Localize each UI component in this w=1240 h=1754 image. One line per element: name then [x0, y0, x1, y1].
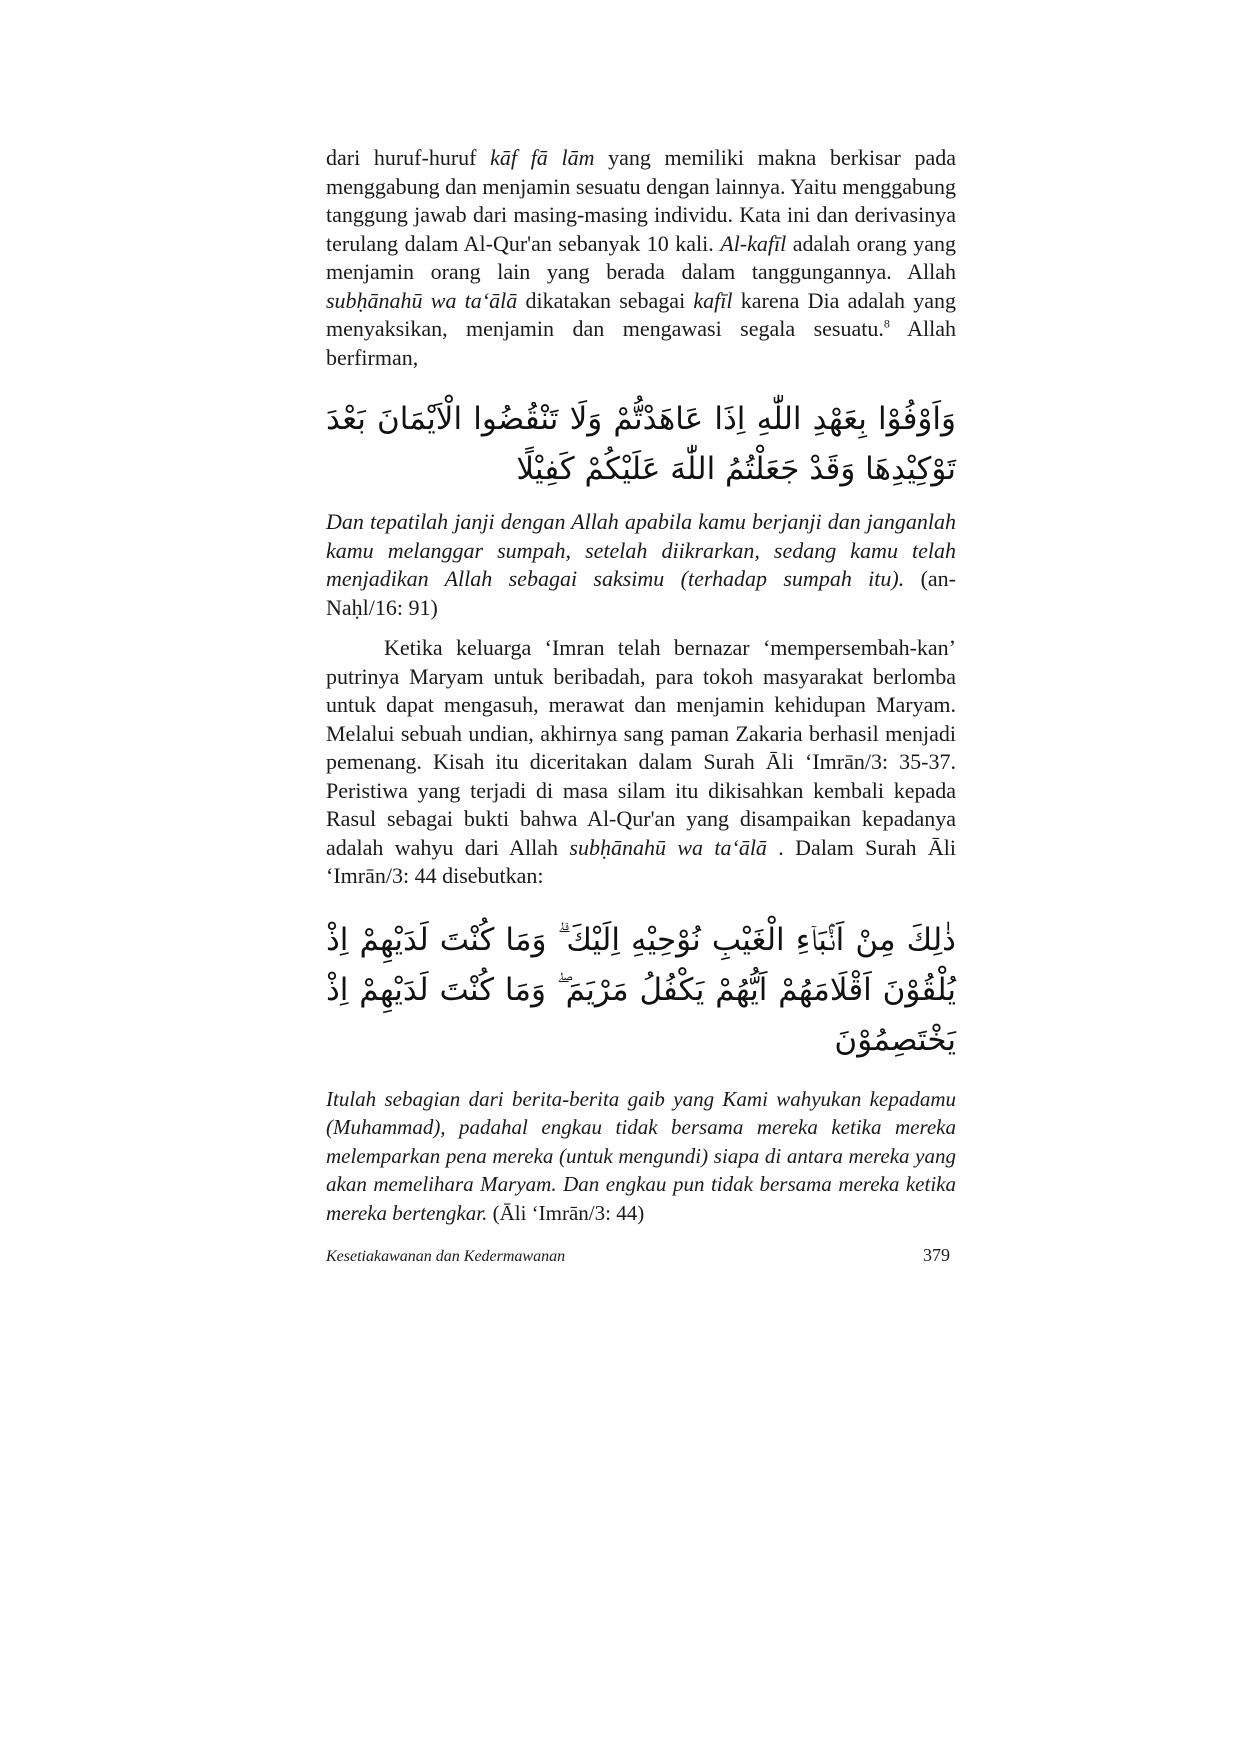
- verse-reference: (an-Naḥl/16: 91): [326, 566, 956, 620]
- text-span: . Dalam Surah Āli ‘Imrān/3: 44 disebutkan:: [326, 834, 956, 888]
- text-span: Ketika keluarga ‘Imran telah bernazar ‘mempersembah-kan’ putrinya Maryam untuk beribadah, para tokoh masyarakat berlomba untuk dapat mengasuh, merawat dan menjamin kehidupan Maryam. Melalui sebuah undian, akhirnya sang paman Zakaria berhasil menjadi pemenang. Kisah itu diceritakan dalam Surah Āli ‘Imrān/3: 35-37. Peristiwa yang terjadi di masa silam itu dikisahkan kembali kepada Rasul sebagai bukti bahwa Al-Qur'an yang disampaikan kepadanya adalah wahyu dari Allah: [326, 635, 956, 860]
- page-number: 379: [923, 1245, 950, 1265]
- body-paragraph: [326, 634, 956, 891]
- quran-verse-arabic: وَاَوْفُوْا بِعَهْدِ اللّٰهِ اِذَا عَاهَدْتُّمْ وَلَا تَنْقُضُوا الْاَيْمَانَ بَعْدَ تَوْكِيْدِهَا وَقَدْ جَعَلْتُمُ اللّٰهَ عَلَيْكُمْ كَفِيْلًا: [326, 401, 956, 487]
- translation-text: Itulah sebagian dari berita-berita gaib yang Kami wahyukan kepadamu (Muhammad), padahal engkau tidak bersama mereka ketika mereka melemparkan pena mereka (untuk mengundi) siapa di antara mereka yang akan memelihara Maryam. Dan engkau pun tidak bersama mereka ketika mereka bertengkar.: [326, 1086, 956, 1225]
- verse-translation: [326, 1085, 956, 1228]
- quran-verse-arabic: ذٰلِكَ مِنْ اَنْۢبَاۤءِ الْغَيْبِ نُوْحِيْهِ اِلَيْكَ ۗ وَمَا كُنْتَ لَدَيْهِمْ اِذْ يُلْقُوْنَ اَقْلَامَهُمْ اَيُّهُمْ يَكْفُلُ مَرْيَمَ ۖ وَمَا كُنْتَ لَدَيْهِمْ اِذْ يَخْتَصِمُوْنَ: [326, 921, 956, 1058]
- footnote-marker: 8: [883, 316, 890, 331]
- translation-text: Dan tepatilah janji dengan Allah apabila kamu berjanji dan janganlah kamu melanggar sumpah, setelah diikrarkan, sedang kamu telah menjadikan Allah sebagai saksimu (terhadap sumpah itu).: [326, 509, 956, 591]
- text-span: dari huruf-huruf: [326, 145, 491, 170]
- verse-reference: (Āli ‘Imrān/3: 44): [487, 1200, 645, 1225]
- transliteration: kāf fā lām: [490, 145, 595, 170]
- page-footer: [326, 1245, 950, 1266]
- text-span: yang memiliki makna berkisar pada menggabung dan menjamin sesuatu dengan lainnya. Yaitu menggabung tanggung jawab dari masing-masing individu. Kata ini dan derivasinya terulang dalam Al-Qur'an sebanyak 10 kali.: [326, 145, 956, 256]
- running-title: Kesetiakawanan dan Kedermawanan: [326, 1248, 566, 1265]
- transliteration: subḥānahū wa ta‘ālā: [569, 834, 767, 860]
- transliteration: kafīl: [693, 287, 733, 313]
- text-span: adalah orang yang menjamin orang lain yang berada dalam tanggungannya. Allah: [326, 230, 957, 284]
- text-span: dikatakan sebagai: [517, 287, 694, 313]
- body-paragraph: [326, 144, 956, 372]
- text-span: Allah berfirman,: [326, 316, 956, 370]
- verse-translation: [326, 508, 956, 622]
- transliteration: subḥānahū wa ta‘ālā: [326, 287, 518, 313]
- transliteration: Al-kafīl: [720, 230, 787, 256]
- page-body: [326, 144, 956, 1239]
- text-span: karena Dia adalah yang menyaksikan, menjamin dan mengawasi segala sesuatu.: [326, 287, 956, 341]
